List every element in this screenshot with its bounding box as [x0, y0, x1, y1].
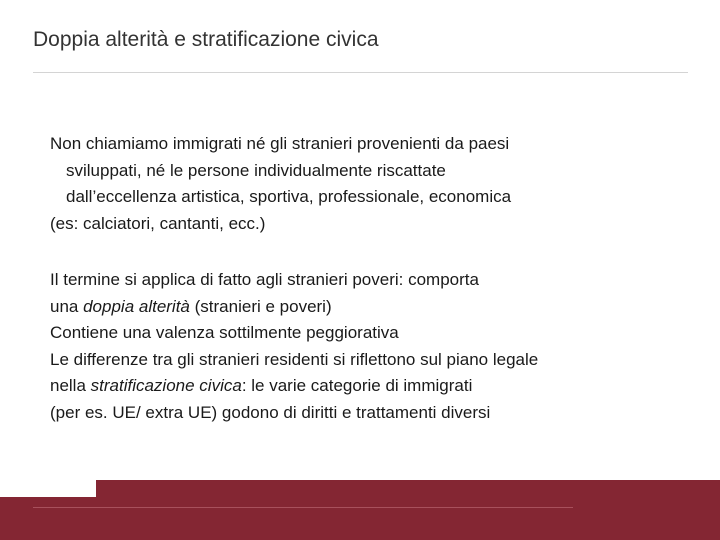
- slide-title: Doppia alterità e stratificazione civica: [33, 28, 379, 51]
- paragraph1-line1: Non chiamiamo immigrati né gli stranieri provenienti da paesi: [50, 134, 510, 153]
- paragraph1-line4: (es: calciatori, cantanti, ecc.): [50, 213, 266, 233]
- paragraph1-line2: sviluppati, né le persone individualmente riscattate: [66, 160, 446, 180]
- footer-band: [0, 480, 720, 540]
- footer-notch: [0, 480, 96, 497]
- emphasis-doppia-alterita: doppia alterità: [83, 296, 190, 316]
- paragraph2-line6: (per es. UE/ extra UE) godono di diritti e trattamenti diversi: [50, 402, 491, 422]
- paragraph1-line3: dall’eccellenza artistica, sportiva, professionale, economica: [66, 187, 512, 206]
- footer-divider: [33, 507, 573, 508]
- paragraph2-line2: [50, 294, 690, 321]
- title-divider: [33, 72, 688, 73]
- paragraph2-line1: Il termine si applica di fatto agli stranieri poveri: comporta: [50, 270, 479, 289]
- emphasis-stratificazione-civica: stratificazione civica: [90, 376, 242, 395]
- line5-prefix: nella: [50, 376, 91, 395]
- paragraph-spacer: [50, 237, 690, 267]
- paragraph2-line5: [50, 373, 690, 400]
- line2-suffix: (stranieri e poveri): [189, 296, 332, 316]
- paragraph2-line4: Le differenze tra gli stranieri residenti si riflettono sul piano legale: [50, 349, 539, 369]
- line2-prefix: una: [50, 296, 84, 316]
- line5-suffix: : le varie categorie di immigrati: [241, 376, 473, 395]
- paragraph2-line3: Contiene una valenza sottilmente peggiorativa: [50, 323, 399, 342]
- slide-body: [50, 131, 690, 426]
